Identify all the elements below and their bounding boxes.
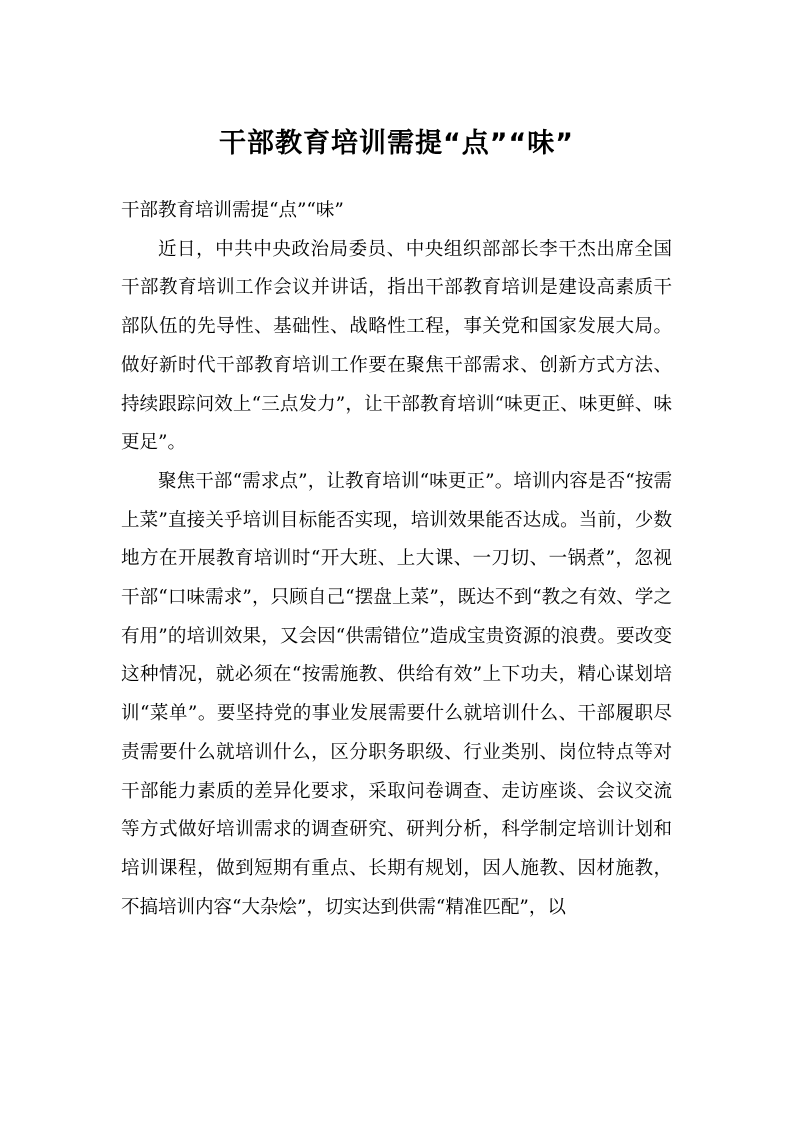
document-body xyxy=(121,192,672,927)
paragraph: 近日，中共中央政治局委员、中央组织部部长李干杰出席全国干部教育培训工作会议并讲话，指出干部教育培训是建设高素质干部队伍的先导性、基础性、战略性工程，事关党和国家发展大局。做好新时代干部教育培训工作要在聚焦干部需求、创新方式方法、持续跟踪问效上“三点发力”，让干部教育培训“味更正、味更鲜、味更足”。 xyxy=(121,238,672,454)
paragraph: 聚焦干部“需求点”，让教育培训“味更正”。培训内容是否“按需上菜”直接关乎培训目标能否实现，培训效果能否达成。当前，少数地方在开展教育培训时“开大班、上大课、一刀切、一锅煮”，忽视干部“口味需求”，只顾自己“摆盘上菜”，既达不到“教之有效、学之有用”的培训效果，又会因“供需错位”造成宝贵资源的浪费。要改变这种情况，就必须在“按需施教、供给有效”上下功夫，精心谋划培训“菜单”。要坚持党的事业发展需要什么就培训什么、干部履职尽责需要什么就培训什么，区分职务职级、行业类别、岗位特点等对干部能力素质的差异化要求，采取问卷调查、走访座谈、会议交流等方式做好培训需求的调查研究、研判分析，科学制定培训计划和培训课程，做到短期有重点、长期有规划，因人施教、因材施教，不搞培训内容“大杂烩”，切实达到供需“精准匹配”，以 xyxy=(121,470,672,918)
document-title: 干部教育培训需提“点”“味” xyxy=(219,128,574,159)
document-subtitle: 干部教育培训需提“点”“味” xyxy=(121,200,344,221)
